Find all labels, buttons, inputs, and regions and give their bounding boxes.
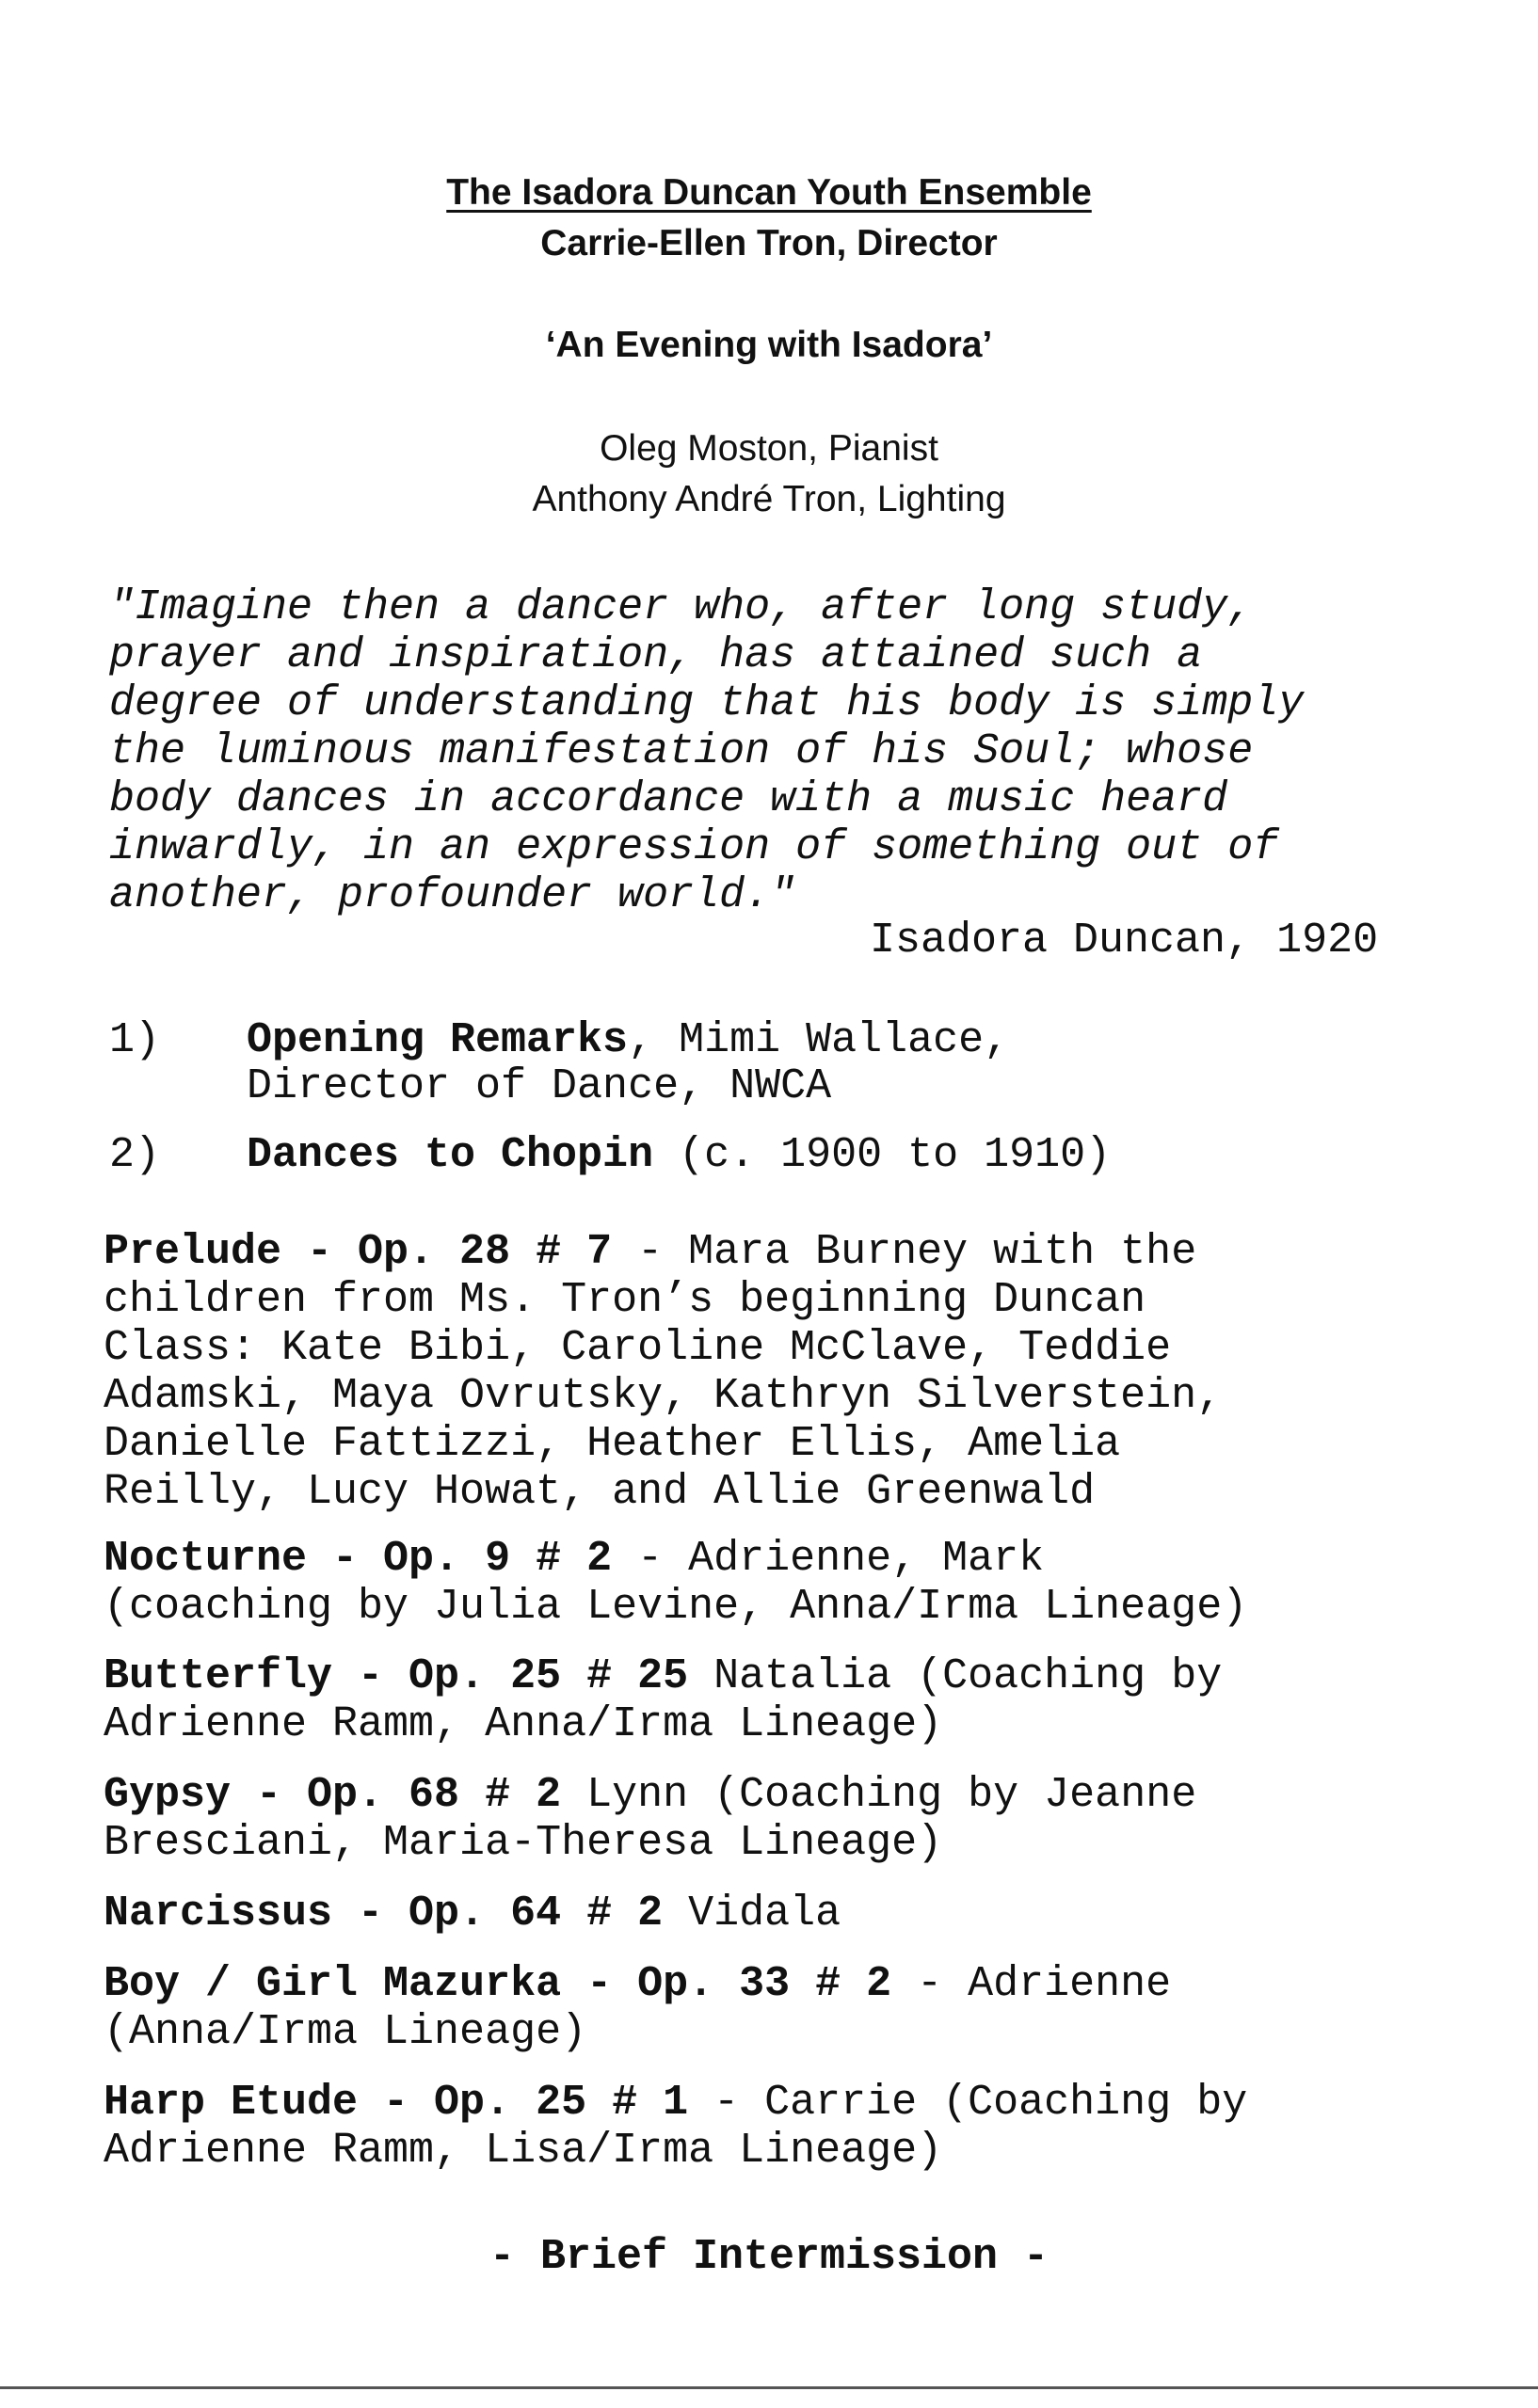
piece-line: Natalia (Coaching by	[688, 1652, 1223, 1700]
quote-attribution: Isadora Duncan, 1920	[870, 917, 1379, 965]
piece-line: - Adrienne	[891, 1960, 1172, 2008]
piece-mazurka	[104, 1960, 1459, 2056]
intermission-notice: - Brief Intermission -	[489, 2233, 1049, 2281]
quote-line: body dances in accordance with a music heard	[109, 775, 1228, 823]
piece-line: Lynn (Coaching by Jeanne	[561, 1771, 1197, 1819]
piece-narcissus	[104, 1890, 1459, 1938]
item-number: 1)	[109, 1016, 161, 1064]
item-detail-line: Director of Dance, NWCA	[247, 1062, 832, 1110]
piece-line: (Anna/Irma Lineage)	[104, 2008, 587, 2056]
quote-line: degree of understanding that his body is simply	[109, 679, 1305, 727]
piece-harp-etude	[104, 2079, 1459, 2175]
piece-nocturne	[104, 1535, 1459, 1631]
lighting-line: Anthony André Tron, Lighting	[532, 479, 1006, 519]
piece-title: Butterfly - Op. 25 # 25	[104, 1652, 689, 1700]
bottom-edge-line	[0, 2386, 1538, 2389]
piece-butterfly	[104, 1652, 1459, 1748]
piece-line: - Carrie (Coaching by	[688, 2079, 1248, 2127]
pianist-line: Oleg Moston, Pianist	[600, 428, 938, 469]
quote-line: another, profounder world."	[109, 871, 796, 919]
piece-title: Gypsy - Op. 68 # 2	[104, 1771, 562, 1819]
piece-line: - Mara Burney with the	[612, 1228, 1197, 1276]
program-item-opening	[0, 1017, 1412, 1111]
item-title: Dances to Chopin	[247, 1131, 654, 1179]
piece-line: Adamski, Maya Ovrutsky, Kathryn Silverstein,	[104, 1372, 1223, 1420]
piece-line: Vidala	[663, 1890, 841, 1938]
quote-line: "Imagine then a dancer who, after long study,	[109, 583, 1254, 631]
quote-block	[109, 583, 1465, 919]
piece-prelude	[104, 1228, 1459, 1516]
program-item-chopin	[0, 1132, 1412, 1179]
piece-line: Adrienne Ramm, Anna/Irma Lineage)	[104, 1700, 943, 1748]
piece-line: Danielle Fattizzi, Heather Ellis, Amelia	[104, 1420, 1121, 1468]
evening-title: ‘An Evening with Isadora’	[545, 325, 993, 365]
piece-line: (coaching by Julia Levine, Anna/Irma Lineage)	[104, 1583, 1248, 1631]
item-number: 2)	[109, 1131, 161, 1179]
piece-title: Harp Etude - Op. 25 # 1	[104, 2079, 689, 2127]
quote-line: the luminous manifestation of his Soul; whose	[109, 727, 1254, 775]
piece-line: - Adrienne, Mark	[612, 1535, 1045, 1583]
piece-line: children from Ms. Tron’s beginning Duncan	[104, 1276, 1146, 1324]
piece-gypsy	[104, 1771, 1459, 1867]
quote-line: inwardly, in an expression of something out of	[109, 823, 1279, 871]
ensemble-title: The Isadora Duncan Youth Ensemble	[446, 172, 1092, 213]
piece-line: Bresciani, Maria-Theresa Lineage)	[104, 1819, 943, 1867]
item-title: Opening Remarks	[247, 1016, 629, 1064]
piece-line: Adrienne Ramm, Lisa/Irma Lineage)	[104, 2127, 943, 2175]
director-line: Carrie-Ellen Tron, Director	[540, 223, 998, 263]
quote-line: prayer and inspiration, has attained such a	[109, 631, 1203, 679]
piece-line: Class: Kate Bibi, Caroline McClave, Teddie	[104, 1324, 1172, 1372]
piece-title: Nocturne - Op. 9 # 2	[104, 1535, 613, 1583]
item-detail: , Mimi Wallace,	[628, 1016, 1010, 1064]
piece-title: Boy / Girl Mazurka - Op. 33 # 2	[104, 1960, 892, 2008]
item-detail: (c. 1900 to 1910)	[653, 1131, 1112, 1179]
piece-title: Prelude - Op. 28 # 7	[104, 1228, 613, 1276]
piece-line: Reilly, Lucy Howat, and Allie Greenwald	[104, 1468, 1096, 1516]
piece-title: Narcissus - Op. 64 # 2	[104, 1890, 664, 1938]
